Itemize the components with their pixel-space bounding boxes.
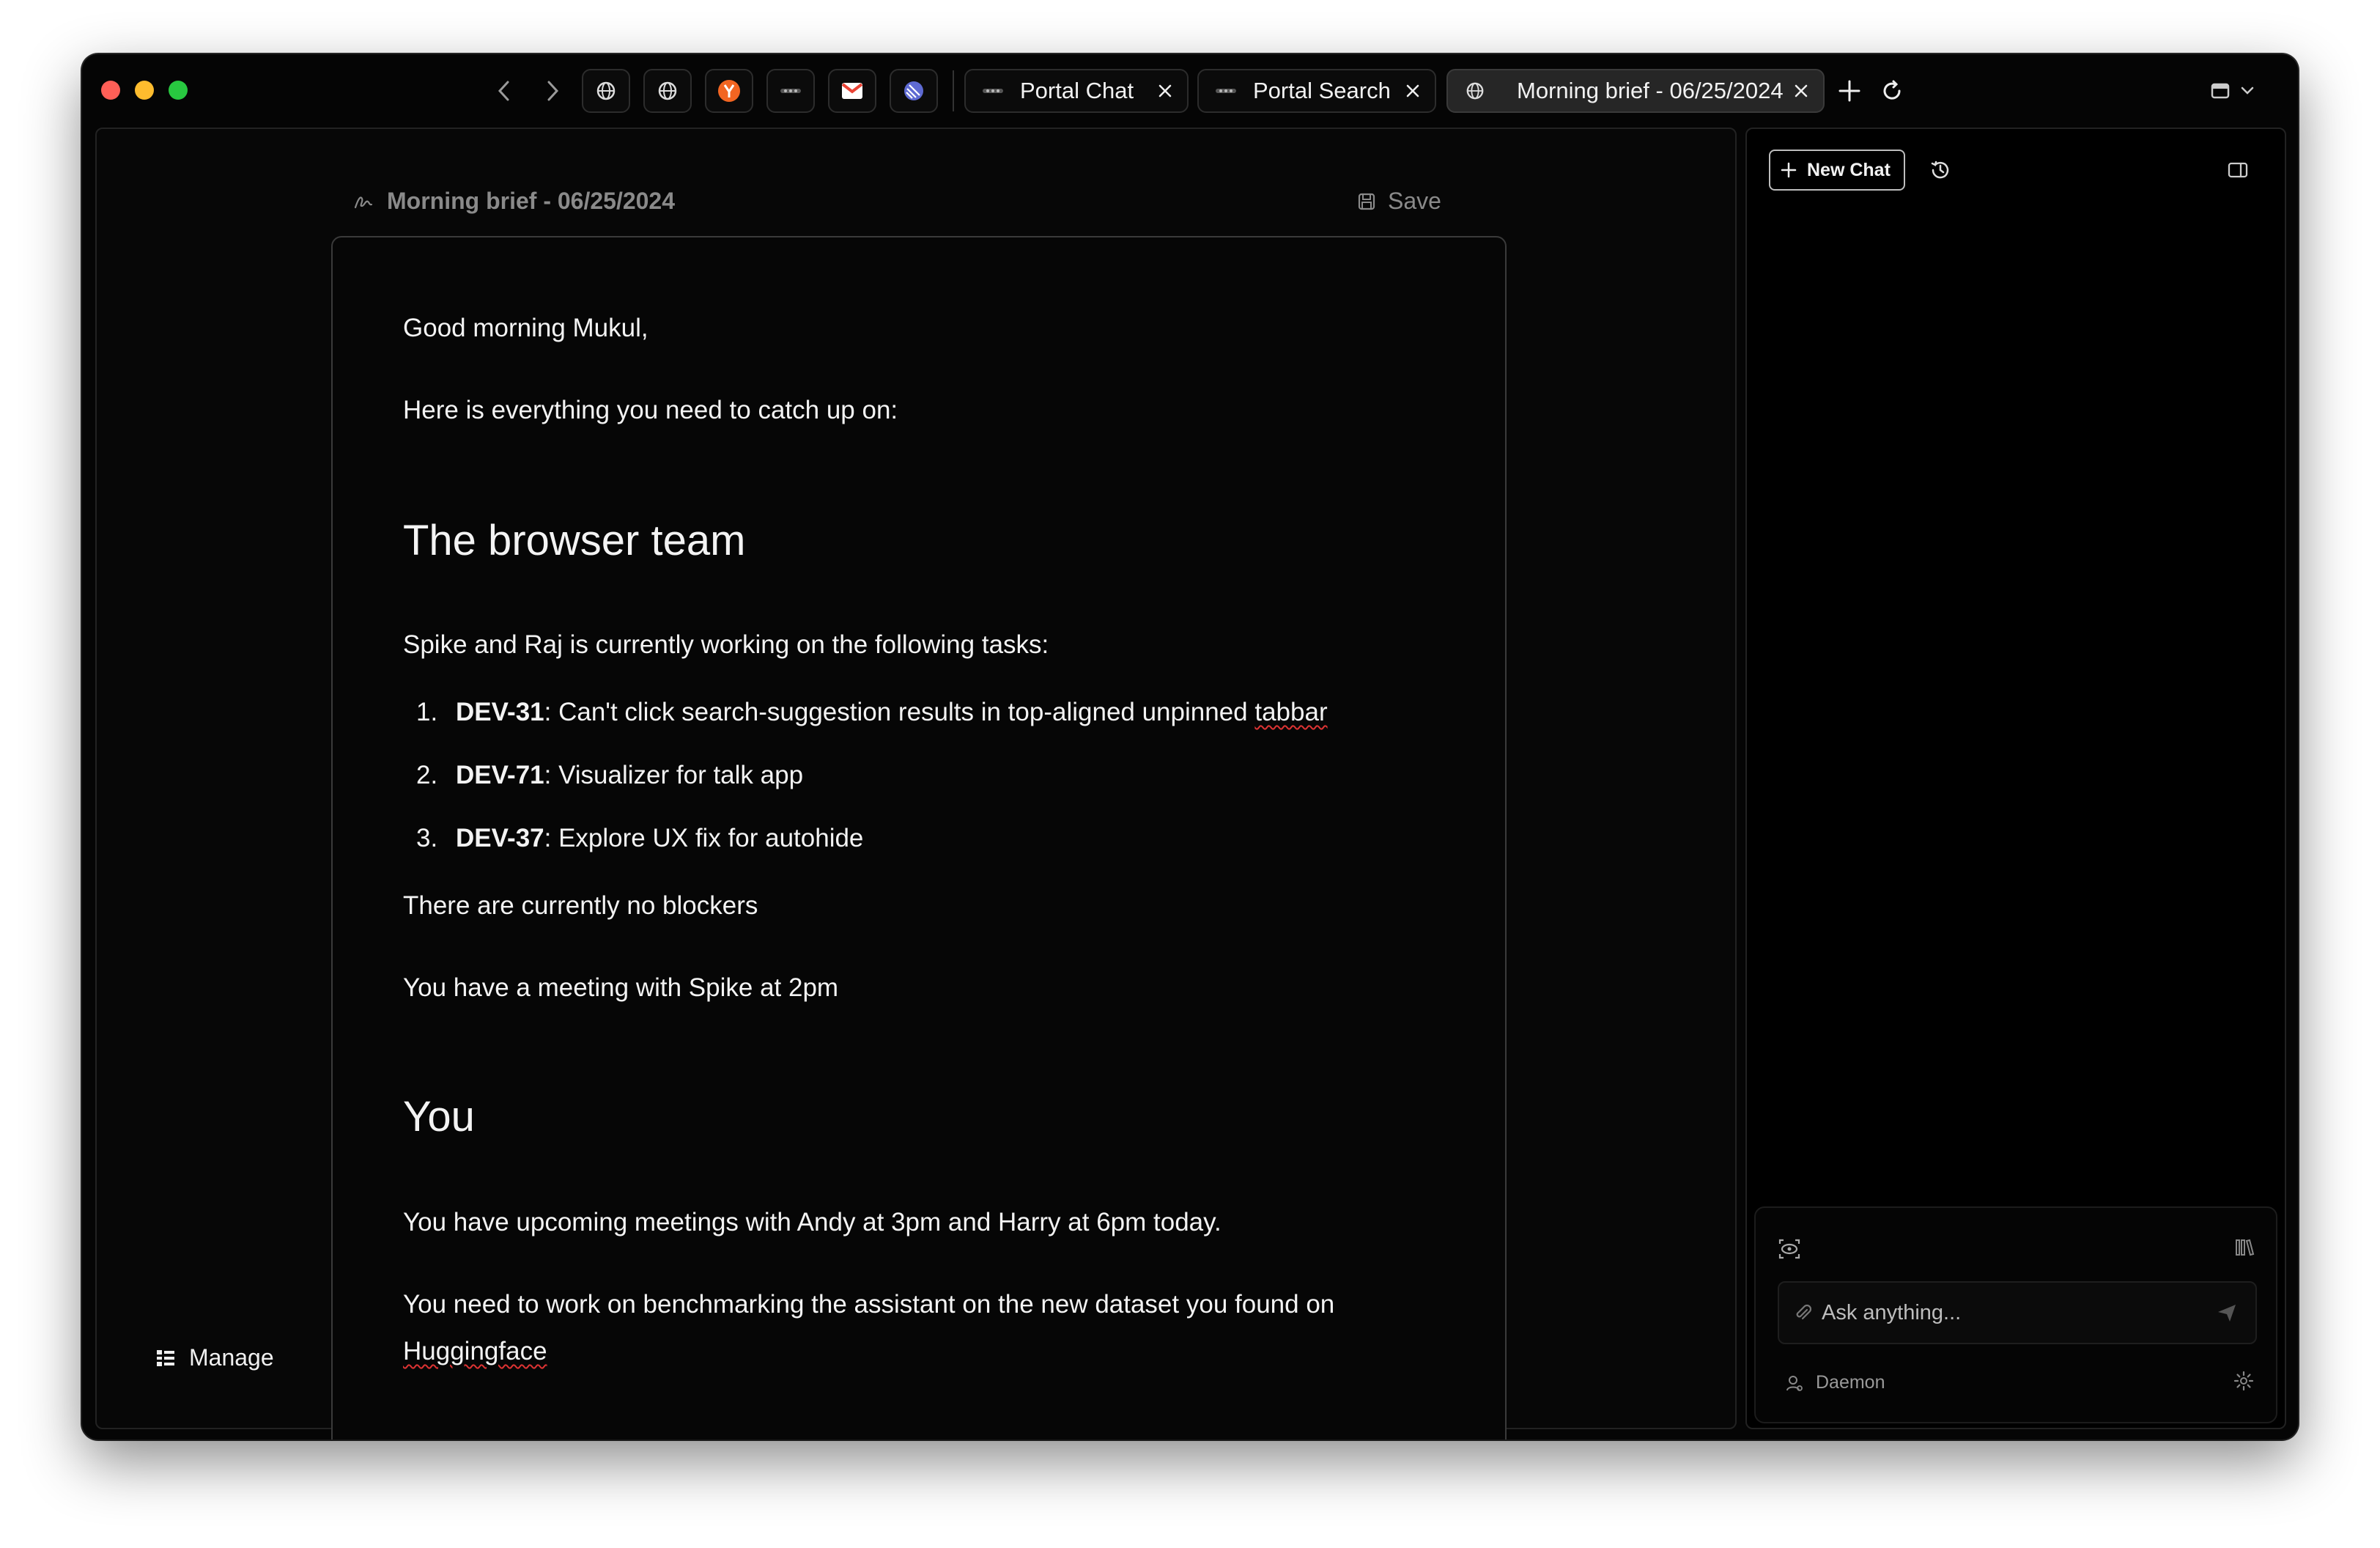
manage-button[interactable] (155, 1344, 274, 1371)
send-icon (2216, 1302, 2238, 1324)
tab-separator (953, 70, 954, 111)
document-pane (95, 128, 1737, 1429)
chat-composer (1754, 1206, 2277, 1423)
chevron-left-icon (495, 80, 513, 102)
work-text-line-2 (403, 1337, 547, 1366)
ask-input-box[interactable] (1778, 1281, 2257, 1344)
task-id: DEV-71 (456, 761, 544, 789)
tab-portal-search[interactable] (1197, 69, 1436, 113)
history-icon (1929, 159, 1951, 181)
close-icon[interactable] (1150, 76, 1180, 106)
task-id: DEV-37 (456, 824, 544, 852)
task-id: DEV-31 (456, 698, 544, 726)
pinned-tab-globe-2[interactable] (643, 69, 692, 113)
save-button[interactable] (1357, 188, 1441, 215)
minimize-window-button[interactable] (135, 81, 154, 100)
tab-label: Morning brief - 06/25/2024 (1517, 78, 1784, 103)
library-button[interactable] (2231, 1233, 2260, 1262)
maximize-window-button[interactable] (169, 81, 188, 100)
agent-icon (1785, 1374, 1804, 1393)
sidebar-icon (2228, 161, 2248, 179)
upcoming-meetings-text: You have upcoming meetings with Andy at 3pm and Harry at 6pm today. (403, 1208, 1222, 1236)
toggle-sidebar-button[interactable] (2223, 155, 2252, 185)
manage-label: Manage (189, 1344, 274, 1371)
vision-button[interactable] (1775, 1234, 1804, 1264)
assistant-sidebar (1745, 128, 2286, 1429)
new-chat-label: New Chat (1807, 159, 1891, 180)
pinned-tab-globe-1[interactable] (582, 69, 630, 113)
layout-menu-button[interactable] (2207, 76, 2258, 106)
paperclip-icon (1792, 1302, 1813, 1323)
section-heading-you: You (403, 1093, 475, 1140)
new-tab-button[interactable] (1835, 76, 1864, 106)
window-layout-icon (2211, 82, 2230, 100)
portal-icon (982, 80, 1004, 102)
composer-settings-button[interactable] (2229, 1366, 2258, 1396)
tab-label: Portal Search (1253, 78, 1391, 103)
pinned-tab-portal[interactable] (766, 69, 815, 113)
gmail-icon (840, 81, 864, 100)
library-icon (2234, 1237, 2256, 1258)
close-window-button[interactable] (101, 81, 120, 100)
signature-icon (353, 191, 374, 212)
back-button[interactable] (488, 75, 520, 107)
ask-input[interactable] (1820, 1300, 2216, 1326)
close-icon[interactable] (1786, 76, 1816, 106)
browser-window (82, 54, 2298, 1440)
eye-scan-icon (1778, 1237, 1801, 1261)
globe-icon (657, 81, 678, 101)
reload-icon (1880, 79, 1904, 103)
work-text-line-1: You need to work on benchmarking the assistant on the new dataset you found on (403, 1290, 1335, 1319)
y-combinator-icon (717, 79, 741, 103)
gear-icon (2233, 1371, 2254, 1391)
pinned-tab-gmail[interactable] (828, 69, 876, 113)
plus-icon (1838, 79, 1861, 103)
linear-icon (903, 80, 925, 102)
chevron-right-icon (544, 80, 561, 102)
section-heading-browser-team: The browser team (403, 517, 746, 564)
tab-morning-brief[interactable] (1446, 69, 1825, 113)
task-list-item: 2. DEV-71: Visualizer for talk app (416, 761, 804, 789)
blockers-text: There are currently no blockers (403, 891, 758, 920)
history-button[interactable] (1924, 154, 1956, 186)
model-label: Daemon (1816, 1372, 1885, 1393)
pinned-tab-ycombinator[interactable] (705, 69, 753, 113)
close-icon[interactable] (1398, 76, 1427, 106)
task-list-item: 3. DEV-37: Explore UX fix for autohide (416, 824, 864, 852)
portal-icon (1215, 80, 1237, 102)
save-icon (1357, 192, 1376, 211)
tasks-lead-text: Spike and Raj is currently working on the following tasks: (403, 630, 1049, 659)
intro-text: Here is everything you need to catch up on: (403, 396, 898, 424)
manage-icon (155, 1349, 176, 1368)
pinned-tab-linear[interactable] (890, 69, 938, 113)
save-label: Save (1388, 188, 1441, 214)
portal-icon (780, 85, 802, 97)
new-chat-button[interactable] (1769, 150, 1905, 191)
globe-icon (1464, 80, 1486, 102)
greeting-text: Good morning Mukul, (403, 314, 648, 342)
tab-portal-chat[interactable] (964, 69, 1189, 113)
document-editor[interactable] (331, 236, 1507, 1440)
title-bar (82, 54, 2298, 128)
forward-button[interactable] (536, 75, 569, 107)
misspelled-word: tabbar (1254, 698, 1328, 726)
plus-icon (1781, 162, 1797, 178)
reload-button[interactable] (1877, 76, 1907, 106)
model-selector[interactable] (1785, 1372, 1885, 1393)
globe-icon (596, 81, 616, 101)
misspelled-word: Huggingface (403, 1337, 547, 1365)
tab-label: Portal Chat (1020, 78, 1134, 103)
document-header (353, 188, 675, 215)
chevron-down-icon (2240, 86, 2255, 96)
meeting-text: You have a meeting with Spike at 2pm (403, 973, 839, 1002)
task-list-item: 1. DEV-31: Can't click search-suggestion results in top-aligned unpinned tabbar (416, 698, 1328, 726)
document-title: Morning brief - 06/25/2024 (387, 188, 676, 214)
